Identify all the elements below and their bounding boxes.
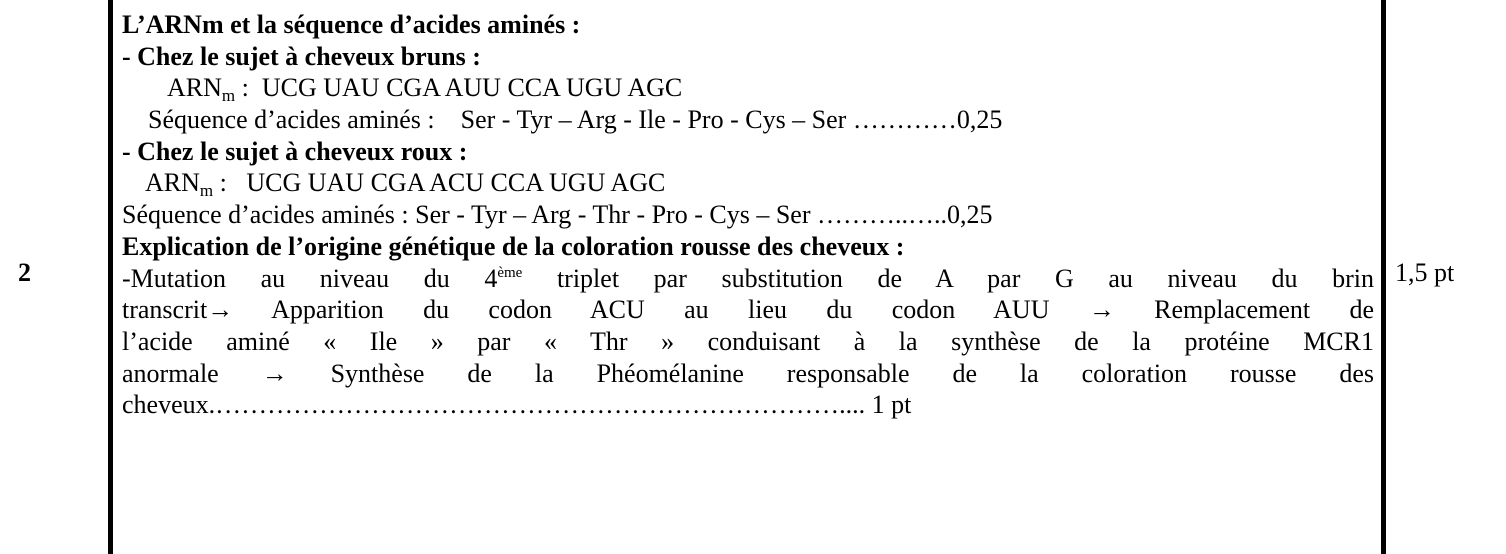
question-number: 2 <box>18 258 31 287</box>
explanation-text: triplet par substitution de A par G au niveau du brin <box>522 263 1374 293</box>
right-border <box>1381 0 1386 554</box>
explanation-text: -Mutation au niveau du 4 <box>122 263 498 293</box>
explanation-line-2: transcrit→ Apparition du codon ACU au lieu du codon AUU → Remplacement de <box>122 295 1374 325</box>
explanation-line-4: anormale → Synthèse de la Phéomélanine responsable de la coloration rousse des <box>122 358 1374 388</box>
red-mrna-line <box>122 167 1374 199</box>
answer-content <box>122 9 1374 421</box>
points-total: 1,5 pt <box>1395 258 1455 287</box>
brown-mrna-line <box>122 72 1374 104</box>
brown-amino-acid-line: Séquence d’acides aminés : Ser - Tyr – Arg - Ile - Pro - Cys – Ser …………0,25 <box>148 105 1003 135</box>
mrna-sequence: : UCG UAU CGA ACU CCA UGU AGC <box>213 168 666 198</box>
explanation-line-1 <box>122 263 1374 295</box>
red-hair-title: - Chez le sujet à cheveux roux : <box>122 136 468 166</box>
section-heading: L’ARNm et la séquence d’acides aminés : <box>122 10 581 39</box>
ordinal-superscript: ème <box>497 264 523 281</box>
explanation-line-5: cheveux.……………………………………………………………….... 1 pt <box>122 390 912 420</box>
left-border <box>108 0 113 554</box>
mrna-subscript: m <box>199 181 214 201</box>
mrna-label: ARN <box>145 168 200 198</box>
mrna-subscript: m <box>221 86 236 106</box>
mrna-sequence: : UCG UAU CGA AUU CCA UGU AGC <box>235 73 683 103</box>
explanation-line-3: l’acide aminé « Ile » par « Thr » conduisant à la synthèse de la protéine MCR1 <box>122 326 1374 356</box>
red-amino-acid-line: Séquence d’acides aminés : Ser - Tyr – Arg - Thr - Pro - Cys – Ser ………..…..0,25 <box>122 200 993 230</box>
brown-hair-title: - Chez le sujet à cheveux bruns : <box>122 41 481 71</box>
explanation-title: Explication de l’origine génétique de la coloration rousse des cheveux : <box>122 231 905 261</box>
mrna-label: ARN <box>167 73 222 103</box>
